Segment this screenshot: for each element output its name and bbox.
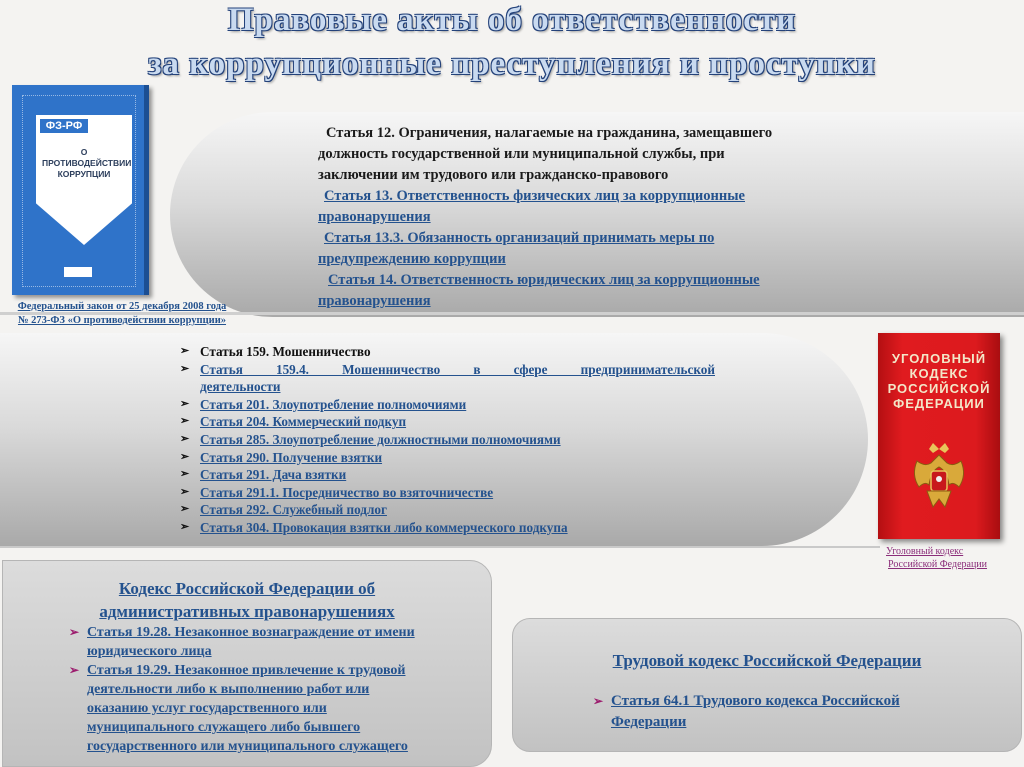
criminal-code-book-image[interactable] (878, 333, 1000, 539)
link-line: Статья 19.29. Незаконное привлечение к трудовой (87, 663, 406, 678)
bullet-icon: ➢ (180, 485, 190, 498)
link-line: Федерации (611, 714, 687, 730)
bullet-icon: ➢ (180, 503, 190, 516)
admin-code-title[interactable] (3, 561, 491, 623)
band-divider-2 (0, 546, 880, 548)
title-line: административных правонарушениях (99, 602, 395, 621)
list-item (180, 343, 715, 361)
article-13-3-link[interactable] (318, 228, 858, 270)
article-13-link[interactable] (318, 186, 858, 228)
article-201-link[interactable]: Статья 201. Злоупотребление полномочиями (200, 396, 467, 412)
admin-code-panel (2, 560, 492, 767)
arrow-bullet-icon: ➢ (69, 625, 80, 639)
link-line: правонарушения (318, 293, 431, 309)
bullet-icon: ➢ (180, 432, 190, 445)
caption-line: Федеральный закон от 25 декабря 2008 года (17, 301, 227, 312)
link-line: Статья 64.1 Трудового кодекса Российской (611, 693, 900, 709)
text-line: Статья 12. Ограничения, налагаемые на гражданина, замещавшего (326, 125, 773, 141)
anticorruption-law-link[interactable] (2, 300, 242, 328)
article-19-29-link[interactable] (69, 661, 479, 756)
link-line: государственного или муниципального служащего (87, 739, 408, 754)
list-item[interactable] (180, 519, 715, 537)
article-290-link[interactable]: Статья 290. Получение взятки (200, 449, 383, 465)
arrow-bullet-icon: ➢ (593, 694, 604, 708)
list-item[interactable] (180, 396, 715, 414)
list-item[interactable] (180, 413, 715, 431)
article-14-link[interactable] (318, 270, 858, 312)
criminal-code-link[interactable] (880, 545, 1005, 571)
list-item[interactable] (180, 449, 715, 467)
article-304-link[interactable]: Статья 304. Провокация взятки либо коммерческого подкупа (200, 519, 568, 535)
link-line: оказанию услуг государственного или (87, 701, 327, 716)
link-line: предупреждению коррупции (318, 251, 506, 267)
title-line: Кодекс Российской Федерации об (118, 579, 376, 598)
article-159-4-link[interactable] (200, 361, 715, 396)
bullet-icon: ➢ (180, 345, 190, 357)
article-204-link[interactable]: Статья 204. Коммерческий подкуп (200, 414, 407, 430)
book-cover-title (878, 351, 1000, 411)
article-292-link[interactable]: Статья 292. Служебный подлог (200, 502, 387, 518)
bullet-icon: ➢ (180, 520, 190, 533)
book-badge: ФЗ-РФ (40, 119, 88, 133)
cover-line: ФЕДЕРАЦИИ (893, 396, 985, 411)
list-item[interactable] (180, 361, 715, 396)
article-291-link[interactable]: Статья 291. Дача взятки (200, 467, 347, 483)
anticorruption-law-book-image[interactable] (12, 85, 149, 295)
labor-code-panel (512, 618, 1022, 752)
link-line: юридического лица (87, 644, 212, 659)
article-285-link[interactable]: Статья 285. Злоупотребление должностными полномочиями (200, 431, 561, 447)
article-291-1-link[interactable]: Статья 291.1. Посредничество во взяточничестве (200, 484, 494, 500)
anticorruption-articles (318, 123, 858, 312)
link-line: Статья 13.3. Обязанность организаций принимать меры по (324, 230, 715, 246)
cover-line: РОССИЙСКОЙ (887, 381, 991, 396)
link-line: Статья 14. Ответственность юридических лиц за коррупционные (328, 272, 760, 288)
list-item[interactable] (180, 484, 715, 502)
cover-line: КОДЕКС (909, 366, 969, 381)
page-title-line1: Правовые акты об ответственности (227, 2, 797, 38)
link-line: Статья 13. Ответственность физических лиц за коррупционные (324, 188, 745, 204)
caption-line: Российской Федерации (888, 559, 988, 570)
caption-line: № 273-ФЗ «О противодействии коррупции» (17, 315, 227, 326)
article-19-28-link[interactable] (69, 623, 479, 661)
criminal-code-articles (180, 343, 715, 537)
arrow-bullet-icon: ➢ (69, 663, 80, 677)
book-cover-text: О ПРОТИВОДЕЙСТВИИ КОРРУПЦИИ (42, 147, 132, 179)
link-line: правонарушения (318, 209, 431, 225)
bullet-icon: ➢ (180, 415, 190, 428)
bullet-icon: ➢ (180, 450, 190, 463)
link-line: Статья 19.28. Незаконное вознаграждение от имени (87, 625, 415, 640)
book-bar (64, 267, 92, 277)
bullet-icon: ➢ (180, 397, 190, 410)
article-12-text (318, 123, 858, 186)
text-line: должность государственной или муниципальной службы, при (318, 146, 725, 162)
coat-of-arms-icon (909, 441, 969, 513)
link-line: деятельности (200, 379, 281, 395)
bullet-icon: ➢ (180, 468, 190, 481)
link-line: муниципального служащего либо бывшего (87, 720, 361, 735)
article-159-text: Статья 159. Мошенничество (200, 344, 371, 359)
list-item[interactable] (180, 466, 715, 484)
list-item[interactable] (180, 431, 715, 449)
list-item[interactable] (180, 501, 715, 519)
article-64-1-link[interactable] (593, 691, 993, 733)
bullet-icon: ➢ (180, 362, 190, 375)
labor-code-title[interactable]: Трудовой кодекс Российской Федерации (612, 651, 922, 670)
cover-line: УГОЛОВНЫЙ (891, 351, 987, 366)
page-title-line2: за коррупционные преступления и проступки (148, 46, 876, 82)
link-line: Статья 159.4. Мошенничество в сфере предпринимательской (200, 361, 715, 377)
link-line: деятельности либо к выполнению работ или (87, 682, 370, 697)
text-line: заключении им трудового или гражданско-правового (318, 167, 669, 183)
caption-line: Уголовный кодекс (886, 546, 964, 557)
